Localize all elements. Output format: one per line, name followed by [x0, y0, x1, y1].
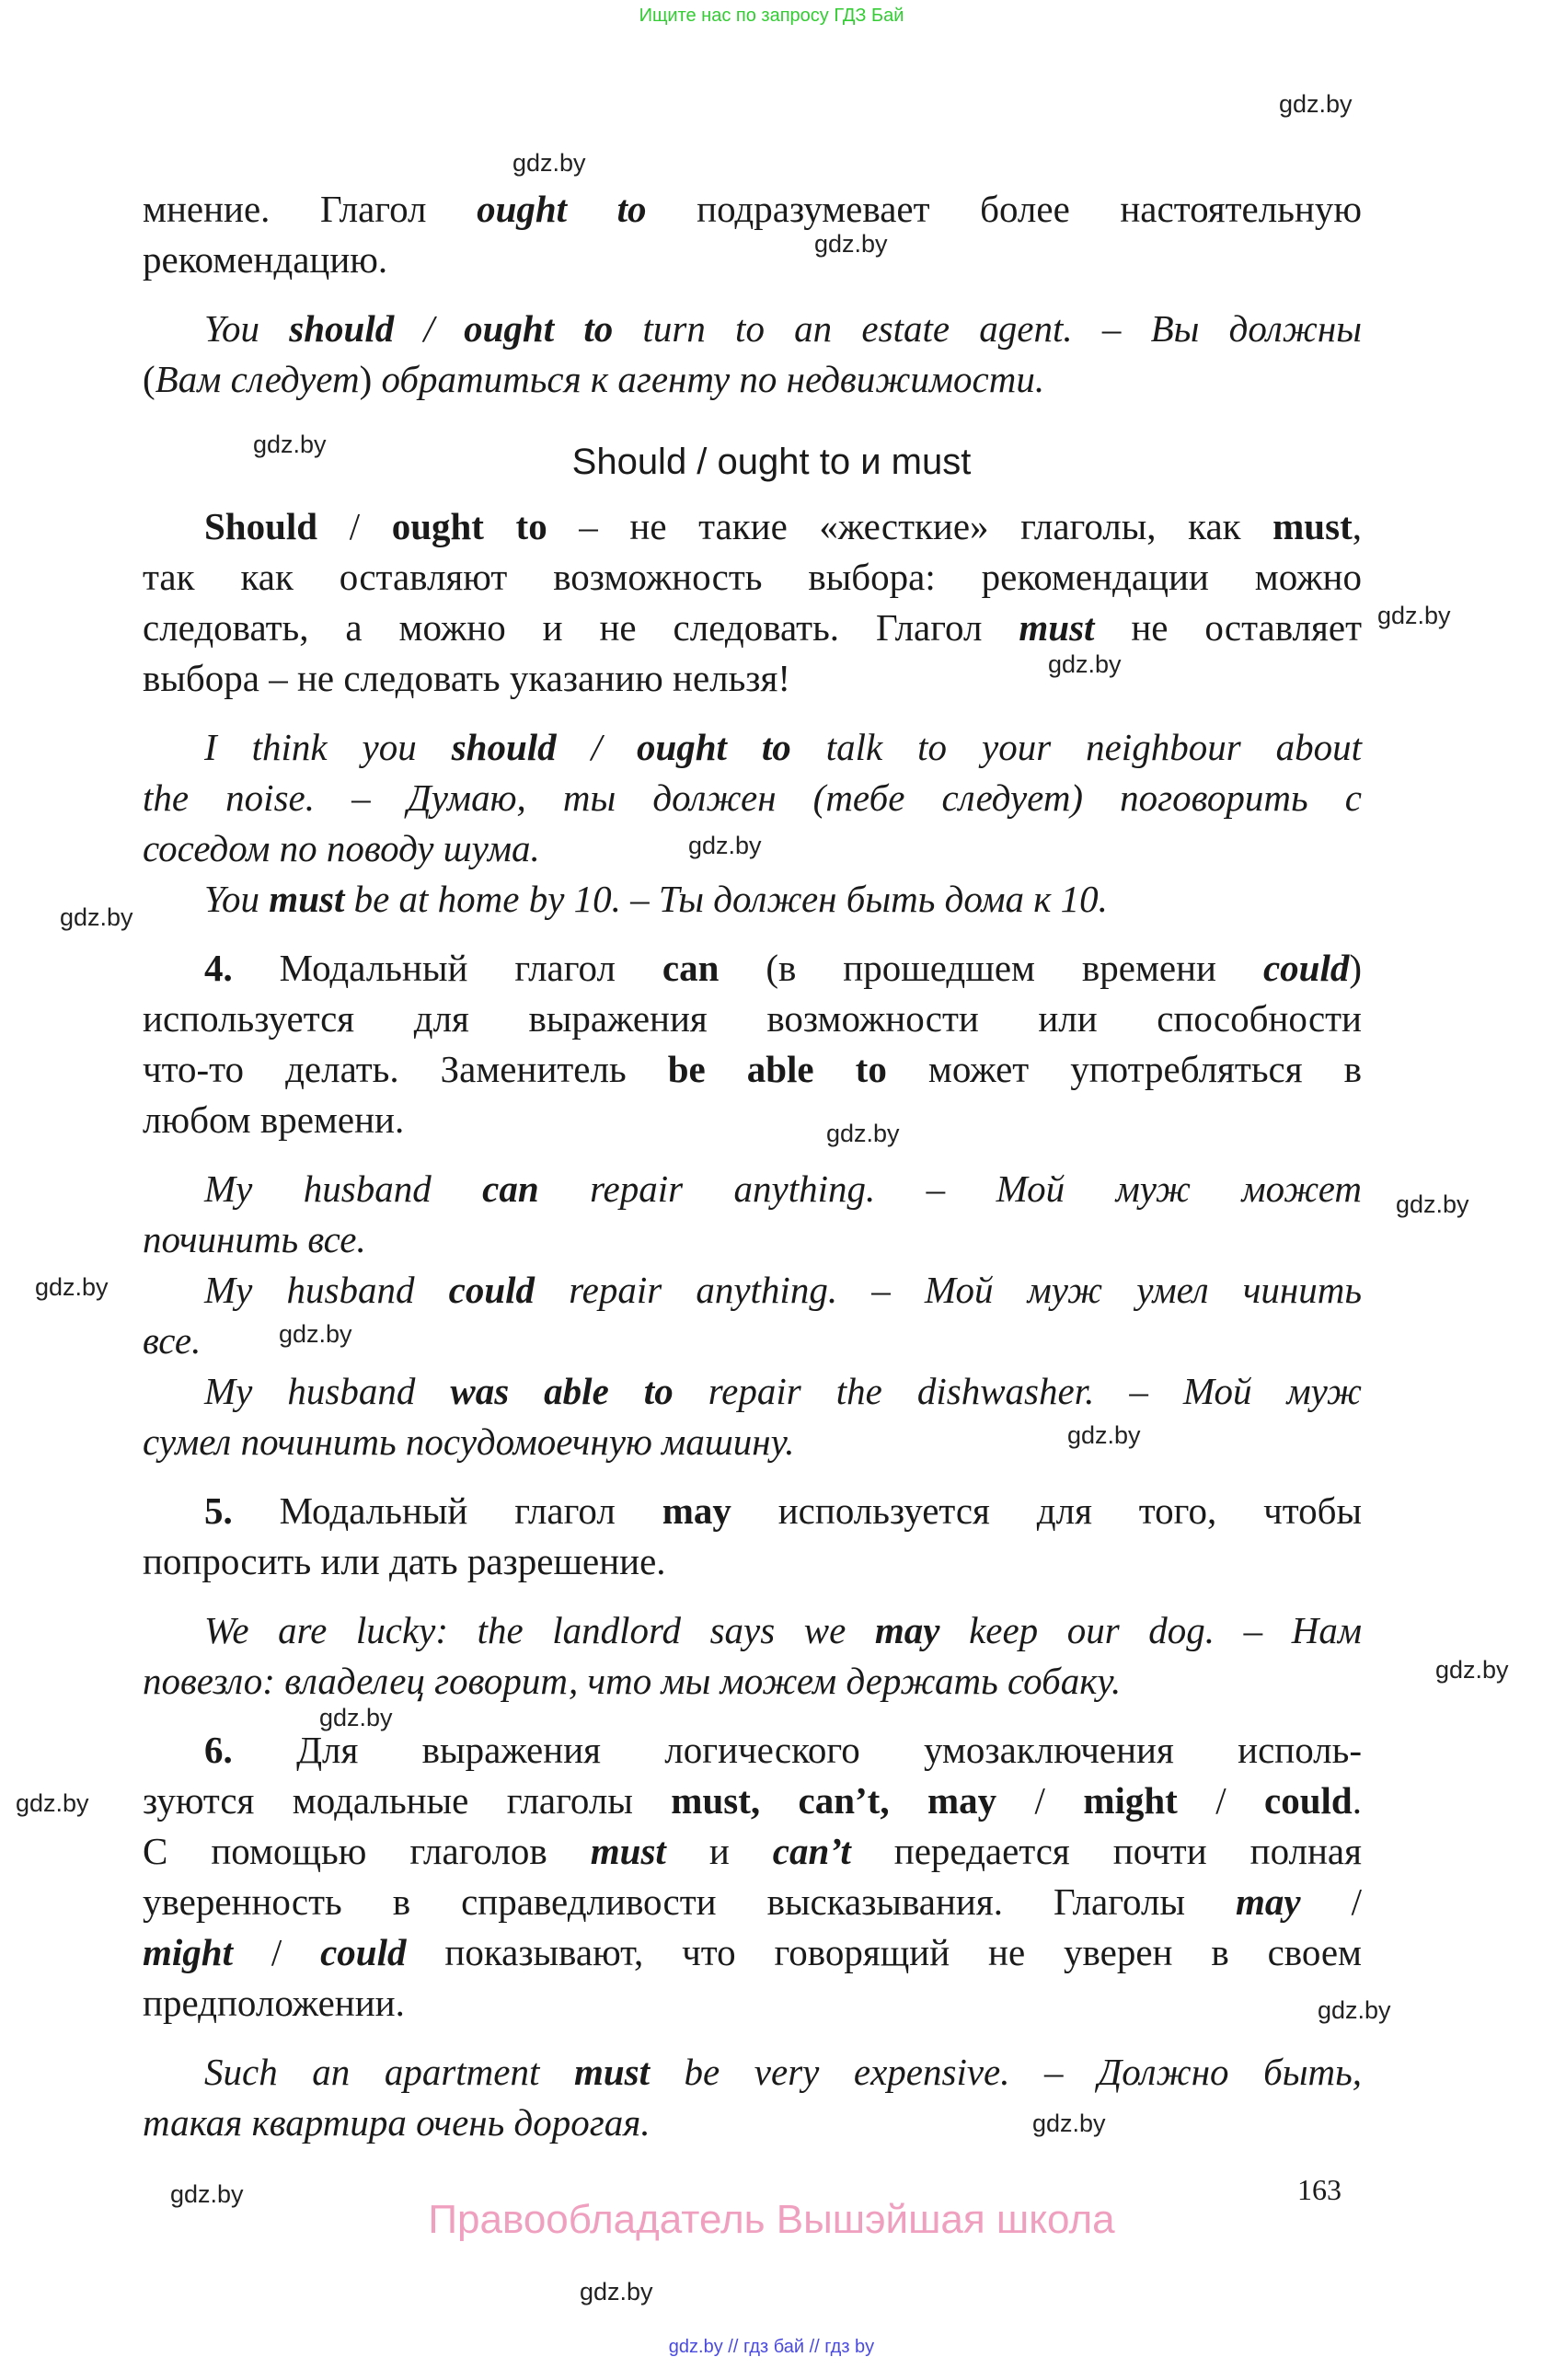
text-run: can’t: [772, 1830, 851, 1872]
text-run: must, can’t, may: [671, 1779, 997, 1822]
top-banner: Ищите нас по запросу ГДЗ Бай: [639, 6, 904, 26]
text-run: 5.: [204, 1489, 233, 1532]
text-run: сумел починить посудомоечную машину.: [143, 1420, 795, 1463]
text-run: must: [1272, 505, 1353, 547]
text-run: can: [482, 1167, 539, 1210]
text-run: /: [556, 726, 637, 768]
text-run: was able to: [450, 1370, 674, 1412]
text-run: не оставляет: [1094, 606, 1362, 649]
text-run: You: [204, 307, 290, 350]
watermark: gdz.by: [35, 1273, 109, 1301]
watermark: gdz.by: [814, 230, 888, 258]
text-run: предположении.: [143, 1982, 405, 2024]
text-run: /: [394, 307, 465, 350]
text-run: ,: [1352, 505, 1362, 547]
text-run: /: [232, 1931, 321, 1973]
text-line: [143, 994, 1362, 1043]
text-run: 4.: [204, 947, 233, 989]
text-run: the noise. – Думаю, ты должен (тебе следует) поговорить с: [143, 776, 1362, 819]
text-run: Вам следует: [155, 358, 360, 400]
text-run: все.: [143, 1319, 202, 1362]
watermark: gdz.by: [253, 431, 327, 458]
text-run: must: [590, 1830, 666, 1872]
text-run: любом времени.: [143, 1098, 405, 1141]
text-run: рекомендацию.: [143, 238, 388, 281]
text-line: [143, 235, 1362, 284]
text-line: [143, 773, 1362, 822]
text-run: (: [143, 358, 155, 400]
text-line: [204, 304, 1362, 353]
text-line: [143, 1536, 1362, 1586]
text-run: так как оставляют возможность выбора: рекомендации можно: [143, 556, 1362, 598]
text-line: [143, 1214, 1362, 1264]
text-run: repair the dishwasher. – Мой муж: [673, 1370, 1362, 1412]
text-run: выбора – не следовать указанию нельзя!: [143, 657, 791, 699]
text-line: [143, 1316, 1362, 1365]
text-run: может употребляться в: [886, 1048, 1362, 1090]
text-run: could: [448, 1269, 535, 1311]
text-run: talk to your neighbour about: [790, 726, 1362, 768]
text-line: [204, 874, 1362, 924]
text-line: [143, 2098, 1362, 2147]
text-run: – не такие «жесткие» глаголы, как: [547, 505, 1273, 547]
text-run: could: [1264, 1779, 1353, 1822]
text-run: починить все.: [143, 1218, 366, 1260]
section-heading: Should / ought to и must: [571, 442, 972, 482]
watermark: gdz.by: [1067, 1421, 1141, 1449]
watermark: gdz.by: [1377, 602, 1451, 629]
text-run: be very expensive. – Должно быть,: [649, 2051, 1363, 2093]
text-run: turn to an estate agent. – Вы должны: [613, 307, 1362, 350]
text-line: [143, 1826, 1362, 1876]
text-run: may: [874, 1609, 940, 1651]
text-run: might: [143, 1931, 233, 1973]
text-run: ): [1349, 947, 1362, 989]
text-run: ought to: [636, 726, 791, 768]
text-run: Для выражения логического умозаключения исполь-: [232, 1729, 1362, 1771]
text-run: You: [204, 878, 270, 920]
text-run: следовать, а можно и не следовать. Глагол: [143, 606, 1019, 649]
watermark: gdz.by: [170, 2180, 244, 2208]
text-run: используется для выражения возможности или способности: [143, 997, 1362, 1040]
text-run: could: [1262, 947, 1350, 989]
text-run: repair anything. – Мой муж может: [538, 1167, 1362, 1210]
text-line: [204, 1605, 1362, 1655]
text-line: [143, 603, 1362, 652]
text-run: ought to: [391, 505, 547, 547]
text-run: соседом по поводу шума.: [143, 827, 540, 869]
text-run: Such an apartment: [204, 2051, 574, 2093]
text-line: [143, 1877, 1362, 1926]
text-run: уверенность в справедливости высказывания. Глаголы: [143, 1880, 1236, 1923]
watermark: gdz.by: [16, 1789, 89, 1817]
text-line: [204, 1725, 1362, 1775]
text-line: [143, 1776, 1362, 1825]
text-run: мнение. Глагол: [143, 188, 478, 230]
text-run: /: [996, 1779, 1084, 1822]
text-run: keep our dog. – Нам: [939, 1609, 1362, 1651]
text-run: ): [359, 358, 373, 400]
text-run: be able to: [667, 1048, 887, 1090]
text-run: подразумевает более настоятельную: [646, 188, 1362, 230]
text-run: repair anything. – Мой муж умел чинить: [535, 1269, 1363, 1311]
watermark: gdz.by: [580, 2278, 653, 2305]
text-run: can: [662, 947, 720, 989]
watermark: gdz.by: [279, 1320, 352, 1348]
text-run: Should: [204, 505, 318, 547]
text-run: We are lucky: the landlord says we: [204, 1609, 875, 1651]
text-line: [204, 1366, 1362, 1416]
text-run: must: [1019, 606, 1095, 649]
text-line: [143, 823, 1362, 873]
text-run: My husband: [204, 1167, 483, 1210]
text-run: используется для того, чтобы: [731, 1489, 1363, 1532]
text-run: передается почти полная: [850, 1830, 1362, 1872]
text-run: попросить или дать разрешение.: [143, 1540, 666, 1582]
text-run: .: [1352, 1779, 1362, 1822]
text-line: [143, 1044, 1362, 1094]
watermark: gdz.by: [688, 832, 762, 859]
watermark: gdz.by: [826, 1120, 900, 1147]
text-run: 6.: [204, 1729, 233, 1771]
text-run: ought to: [464, 307, 614, 350]
footer-links: gdz.by // гдз бай // гдз by: [668, 2337, 875, 2357]
text-run: be at home by 10. – Ты должен быть дома к 10.: [344, 878, 1108, 920]
watermark: gdz.by: [60, 903, 133, 931]
text-run: should: [451, 726, 557, 768]
text-run: might: [1083, 1779, 1178, 1822]
text-run: My husband: [204, 1269, 449, 1311]
text-line: [204, 722, 1362, 772]
text-line: [143, 1095, 1362, 1144]
text-line: [204, 2047, 1362, 2097]
text-run: показывают, что говорящий не уверен в своем: [406, 1931, 1362, 1973]
text-run: Модальный глагол: [232, 1489, 662, 1532]
text-run: may: [1236, 1880, 1301, 1923]
text-run: зуются модальные глаголы: [143, 1779, 672, 1822]
text-line: [204, 1486, 1362, 1535]
watermark: gdz.by: [1435, 1656, 1509, 1684]
text-run: ought to: [477, 188, 647, 230]
text-run: should: [289, 307, 395, 350]
text-run: такая квартира очень дорогая.: [143, 2101, 651, 2144]
text-line: [143, 552, 1362, 602]
watermark: gdz.by: [1318, 1996, 1391, 2024]
text-run: /: [1300, 1880, 1362, 1923]
text-run: My husband: [204, 1370, 451, 1412]
copyright-notice: Правообладатель Вышэйшая школа: [428, 2197, 1115, 2242]
text-line: [143, 653, 1362, 703]
text-line: [143, 184, 1362, 234]
page-number: 163: [1297, 2173, 1341, 2206]
text-run: обратиться к агенту по недвижимости.: [372, 358, 1045, 400]
watermark: gdz.by: [1048, 650, 1122, 678]
text-line: [204, 943, 1362, 993]
text-run: could: [320, 1931, 407, 1973]
text-run: что-то делать. Заменитель: [143, 1048, 668, 1090]
text-run: /: [1177, 1779, 1265, 1822]
text-run: may: [662, 1489, 731, 1532]
text-run: must: [573, 2051, 650, 2093]
text-run: (в прошедшем времени: [719, 947, 1263, 989]
watermark: gdz.by: [319, 1704, 393, 1731]
text-line: [204, 1164, 1362, 1213]
text-run: /: [317, 505, 392, 547]
text-run: С помощью глаголов: [143, 1830, 591, 1872]
text-line: [143, 1656, 1362, 1706]
text-run: I think you: [204, 726, 452, 768]
watermark: gdz.by: [512, 149, 586, 177]
text-line: [143, 1417, 1362, 1466]
text-line: [204, 501, 1362, 551]
text-run: must: [269, 878, 345, 920]
watermark: gdz.by: [1396, 1190, 1469, 1218]
text-line: [143, 1927, 1362, 1977]
watermark: gdz.by: [1279, 90, 1353, 118]
text-line: [204, 1265, 1362, 1315]
watermark: gdz.by: [1032, 2110, 1106, 2137]
text-run: Модальный глагол: [232, 947, 662, 989]
text-line: [143, 354, 1362, 404]
text-line: [143, 1978, 1362, 2028]
text-run: и: [665, 1830, 773, 1872]
text-run: повезло: владелец говорит, что мы можем держать собаку.: [143, 1660, 1122, 1702]
